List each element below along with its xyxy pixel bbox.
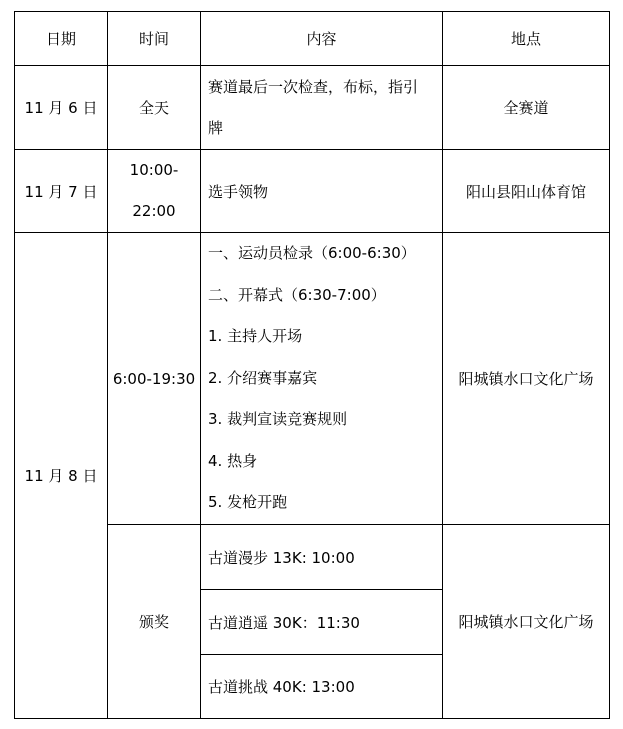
content-cell: 选手领物 bbox=[201, 150, 443, 233]
date-cell: 11 月 7 日 bbox=[15, 150, 108, 233]
table-row-nov6 bbox=[15, 66, 610, 150]
time-line: 22:00 bbox=[132, 202, 176, 220]
agenda-item: 5. 发枪开跑 bbox=[208, 493, 288, 512]
header-time: 时间 bbox=[108, 12, 201, 66]
agenda-item: 一、运动员检录（6:00-6:30） bbox=[208, 244, 416, 263]
location-cell: 全赛道 bbox=[443, 66, 610, 150]
table-row-nov8-opening bbox=[15, 233, 610, 525]
content-line: 赛道最后一次检查，布标，指引 bbox=[208, 77, 419, 96]
date-cell: 11 月 8 日 bbox=[15, 233, 108, 719]
awards-label-cell: 颁奖 bbox=[108, 525, 201, 719]
time-line: 10:00- bbox=[129, 161, 179, 179]
location-cell: 阳山县阳山体育馆 bbox=[443, 150, 610, 233]
event-schedule-table bbox=[14, 11, 610, 719]
header-row bbox=[15, 12, 610, 66]
header-location: 地点 bbox=[443, 12, 610, 66]
table-row-nov7 bbox=[15, 150, 610, 233]
header-content: 内容 bbox=[201, 12, 443, 66]
agenda-item: 3. 裁判宣读竞赛规则 bbox=[208, 410, 348, 429]
award-time-cell: 古道逍遥 30K：11:30 bbox=[201, 590, 443, 655]
header-date: 日期 bbox=[15, 12, 108, 66]
opening-agenda-cell bbox=[201, 233, 443, 525]
agenda-item: 二、开幕式（6:30-7:00） bbox=[208, 285, 386, 304]
award-time-cell: 古道漫步 13K: 10:00 bbox=[201, 525, 443, 590]
award-time-cell: 古道挑战 40K: 13:00 bbox=[201, 655, 443, 719]
location-cell: 阳城镇水口文化广场 bbox=[443, 233, 610, 525]
time-cell: 6:00-19:30 bbox=[108, 233, 201, 525]
time-cell: 全天 bbox=[108, 66, 201, 150]
agenda-item: 2. 介绍赛事嘉宾 bbox=[208, 368, 318, 387]
date-cell: 11 月 6 日 bbox=[15, 66, 108, 150]
agenda-item: 1. 主持人开场 bbox=[208, 327, 303, 346]
agenda-item: 4. 热身 bbox=[208, 451, 258, 470]
content-line: 牌 bbox=[208, 118, 224, 137]
time-cell bbox=[108, 150, 201, 233]
content-cell bbox=[201, 66, 443, 150]
location-cell: 阳城镇水口文化广场 bbox=[443, 525, 610, 719]
